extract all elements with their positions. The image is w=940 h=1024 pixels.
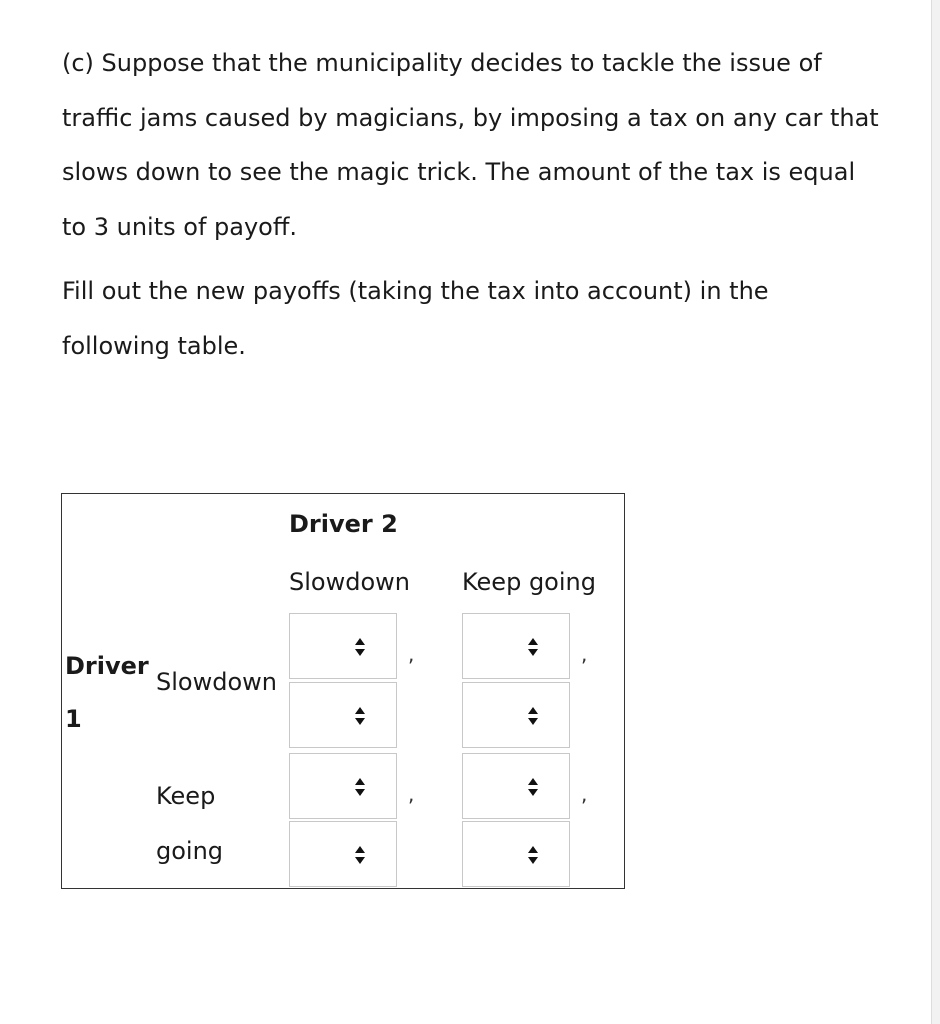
payoff-separator: ,: [408, 642, 415, 666]
payoff-select-sk-driver1[interactable]: [462, 613, 570, 679]
payoff-separator: ,: [408, 782, 415, 806]
payoff-select-kk-driver1[interactable]: [462, 753, 570, 819]
payoff-select-sk-driver2[interactable]: [462, 682, 570, 748]
payoff-select-ss-driver2[interactable]: [289, 682, 397, 748]
payoff-table: [61, 493, 625, 889]
instruction-text: Fill out the new payoffs (taking the tax into account) in the following table.: [62, 277, 769, 360]
up-down-arrows-icon: [527, 844, 539, 866]
up-down-arrows-icon: [527, 776, 539, 798]
up-down-arrows-icon: [354, 844, 366, 866]
up-down-arrows-icon: [527, 636, 539, 658]
row-header-slowdown: Slowdown: [156, 668, 277, 696]
question-text: (c) Suppose that the municipality decides to tackle the issue of traffic jams caused by magicians, by imposing a tax on any car that slows down to see the magic trick. The amount of the tax is equal to 3 units of payoff.: [62, 49, 879, 241]
driver2-label: Driver 2: [289, 510, 398, 538]
payoff-select-ks-driver2[interactable]: [289, 821, 397, 887]
column-header-slowdown: Slowdown: [289, 568, 410, 596]
scrollbar[interactable]: [931, 0, 940, 1024]
row-header-keep-going: Keep going: [156, 782, 224, 865]
payoff-select-ks-driver1[interactable]: [289, 753, 397, 819]
up-down-arrows-icon: [354, 636, 366, 658]
column-header-keep-going: Keep going: [462, 568, 596, 596]
payoff-select-ss-driver1[interactable]: [289, 613, 397, 679]
payoff-select-kk-driver2[interactable]: [462, 821, 570, 887]
up-down-arrows-icon: [354, 705, 366, 727]
up-down-arrows-icon: [527, 705, 539, 727]
up-down-arrows-icon: [354, 776, 366, 798]
driver1-label: Driver 1: [65, 652, 149, 733]
payoff-separator: ,: [581, 782, 588, 806]
payoff-separator: ,: [581, 642, 588, 666]
